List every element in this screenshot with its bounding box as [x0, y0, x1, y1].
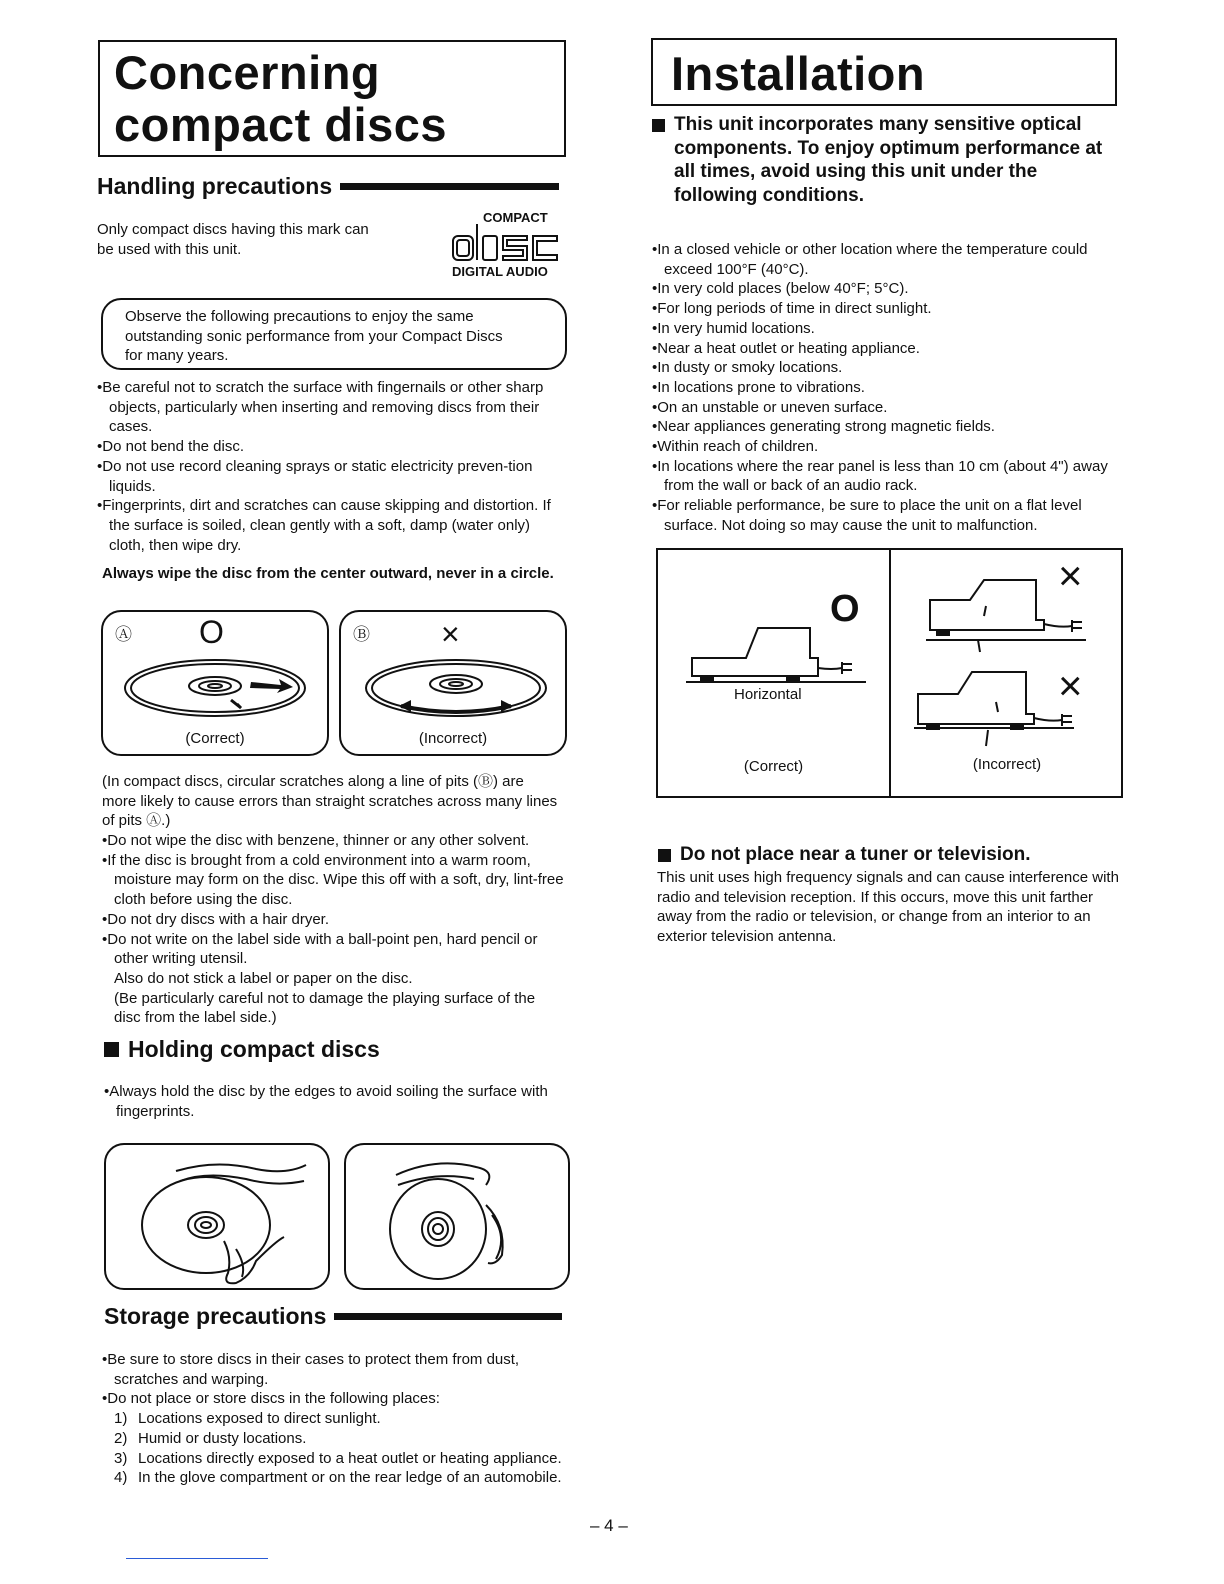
list-item: •Do not use record cleaning sprays or static electricity preven-tion liquids. [97, 457, 533, 495]
incorrect-caption: (Incorrect) [418, 730, 488, 747]
compact-disc-logo [450, 208, 560, 282]
numbered-item: 4) In the glove compartment or on the rear ledge of an automobile. [114, 1469, 562, 1487]
wipe-instruction: Always wipe the disc from the center outward, never in a circle. [102, 565, 554, 582]
list-item: •Within reach of children. [652, 438, 819, 456]
heading-rule [334, 1313, 562, 1320]
installation-intro: This unit incorporates many sensitive optical components. To enjoy optimum performance at all times, avoid using this unit under the following conditions. [652, 113, 1114, 207]
list-item: •Do not dry discs with a hair dryer. [102, 910, 330, 928]
list-item: •Do not write on the label side with a ball-point pen, hard pencil or other writing utensil. [102, 930, 538, 968]
list-item: •In very cold places (below 40°F; 5°C). [652, 280, 909, 298]
list-item: •Do not bend the disc. [97, 438, 245, 456]
storage-list [102, 1350, 562, 1488]
bottom-rule [126, 1558, 268, 1559]
hand-holding-disc-edge-icon [346, 1145, 572, 1292]
logo-top-text: COMPACT [483, 210, 548, 225]
precaution-note-box: Observe the following precautions to enjoy the same outstanding sonic performance from your Compact Discs for many years. [101, 298, 567, 370]
list-item: •Do not place or store discs in the following places: [102, 1390, 440, 1408]
label-note-1: Also do not stick a label or paper on the disc. [114, 969, 413, 987]
handling-heading: Handling precautions [97, 173, 559, 200]
list-item: •In very humid locations. [652, 319, 815, 337]
heading-rule [340, 183, 559, 190]
logo-bottom-text: DIGITAL AUDIO [452, 264, 548, 279]
list-item: •On an unstable or uneven surface. [652, 398, 888, 416]
right-title: Installation [671, 47, 926, 100]
placement-figure [656, 548, 1123, 798]
figure-b-label: Ⓑ [353, 625, 370, 644]
right-title-box [651, 38, 1117, 106]
horizontal-label: Horizontal [734, 686, 802, 703]
square-bullet-icon [658, 849, 671, 862]
incorrect-mark: × [441, 616, 460, 652]
disc-circular-wipe-icon [361, 660, 551, 722]
unit-tilted-icon [926, 576, 1116, 656]
tuner-heading: Do not place near a tuner or television. [658, 844, 1031, 866]
holding-bullet: •Always hold the disc by the edges to avoid soiling the surface with fingerprints. [104, 1083, 548, 1120]
scratch-note: (In compact discs, circular scratches along a line of pits (Ⓑ) are more likely to cause errors than straight scratches across many lines of pits Ⓐ.) [102, 773, 558, 830]
list-item: •Fingerprints, dirt and scratches can cause skipping and distortion. If the surface is soiled, clean gently with a soft, damp (water only) cloth, then wipe dry. [97, 497, 551, 554]
correct-mark: O [199, 614, 224, 650]
handling-bullets [97, 378, 563, 555]
correct-caption: (Correct) [743, 758, 804, 775]
figure-holding-2 [344, 1143, 570, 1290]
handling-bullets-2 [102, 831, 564, 1028]
figure-a-label: Ⓐ [115, 625, 132, 644]
tuner-text: This unit uses high frequency signals and can cause interference with radio and television reception. If this occurs, move this unit farther away from the radio or television, or change from an interior to an exterior television antenna. [657, 869, 1119, 946]
handling-intro: Only compact discs having this mark can be used with this unit. [97, 221, 369, 258]
list-item: •Be sure to store discs in their cases to protect them from dust, scratches and warping. [102, 1351, 520, 1388]
square-bullet-icon [104, 1042, 119, 1057]
list-item: •In locations prone to vibrations. [652, 378, 865, 396]
left-title-box [98, 40, 566, 157]
unit-horizontal-icon [686, 622, 876, 692]
correct-mark: O [830, 588, 860, 630]
page-number: – 4 – [590, 1516, 628, 1535]
list-item: •Near a heat outlet or heating appliance. [652, 339, 920, 357]
numbered-item: 1) Locations exposed to direct sunlight. [114, 1410, 381, 1428]
figure-incorrect-wipe [339, 610, 567, 756]
list-item: •Near appliances generating strong magnetic fields. [652, 418, 995, 436]
numbered-item: 3) Locations directly exposed to a heat outlet or heating appliance. [114, 1449, 562, 1467]
label-note-2: (Be particularly careful not to damage the playing surface of the disc from the label side.) [114, 989, 536, 1027]
installation-bullets [652, 240, 1116, 536]
list-item: •For long periods of time in direct sunlight. [652, 300, 932, 318]
list-item: •Do not wipe the disc with benzene, thinner or any other solvent. [102, 832, 530, 849]
list-item: •For reliable performance, be sure to place the unit on a flat level surface. Not doing so may cause the unit to malfunction. [652, 497, 1082, 534]
disc-logo-icon [450, 222, 560, 264]
hand-holding-disc-icon [106, 1145, 332, 1292]
left-title-line1: Concerning [114, 46, 381, 99]
holding-heading: Holding compact discs [104, 1036, 380, 1063]
list-item: •In locations where the rear panel is less than 10 cm (about 4") away from the wall or back of an audio rack. [652, 457, 1108, 495]
incorrect-mark-1: × [1058, 552, 1083, 599]
correct-caption: (Correct) [185, 730, 245, 747]
figure-holding-1 [104, 1143, 330, 1290]
square-bullet-icon [652, 119, 665, 132]
disc-outward-wipe-icon [123, 660, 313, 722]
list-item: •In dusty or smoky locations. [652, 359, 843, 377]
storage-heading: Storage precautions [104, 1303, 562, 1330]
list-item: •Be careful not to scratch the surface with fingernails or other sharp objects, particularly when inserting and removing discs from their cases. [97, 379, 544, 436]
list-item: •If the disc is brought from a cold environment into a warm room, moisture may form on the disc. Wipe this off with a soft, dry, lint-free cloth before using the disc. [102, 851, 564, 909]
left-title-line2: compact discs [114, 98, 448, 151]
unit-uneven-icon [914, 668, 1104, 748]
list-item: •In a closed vehicle or other location where the temperature could exceed 100°F (40°C). [652, 241, 1088, 278]
numbered-item: 2) Humid or dusty locations. [114, 1429, 307, 1447]
incorrect-caption: (Incorrect) [972, 756, 1042, 773]
figure-correct-wipe [101, 610, 329, 756]
incorrect-mark-2: × [1058, 662, 1083, 709]
